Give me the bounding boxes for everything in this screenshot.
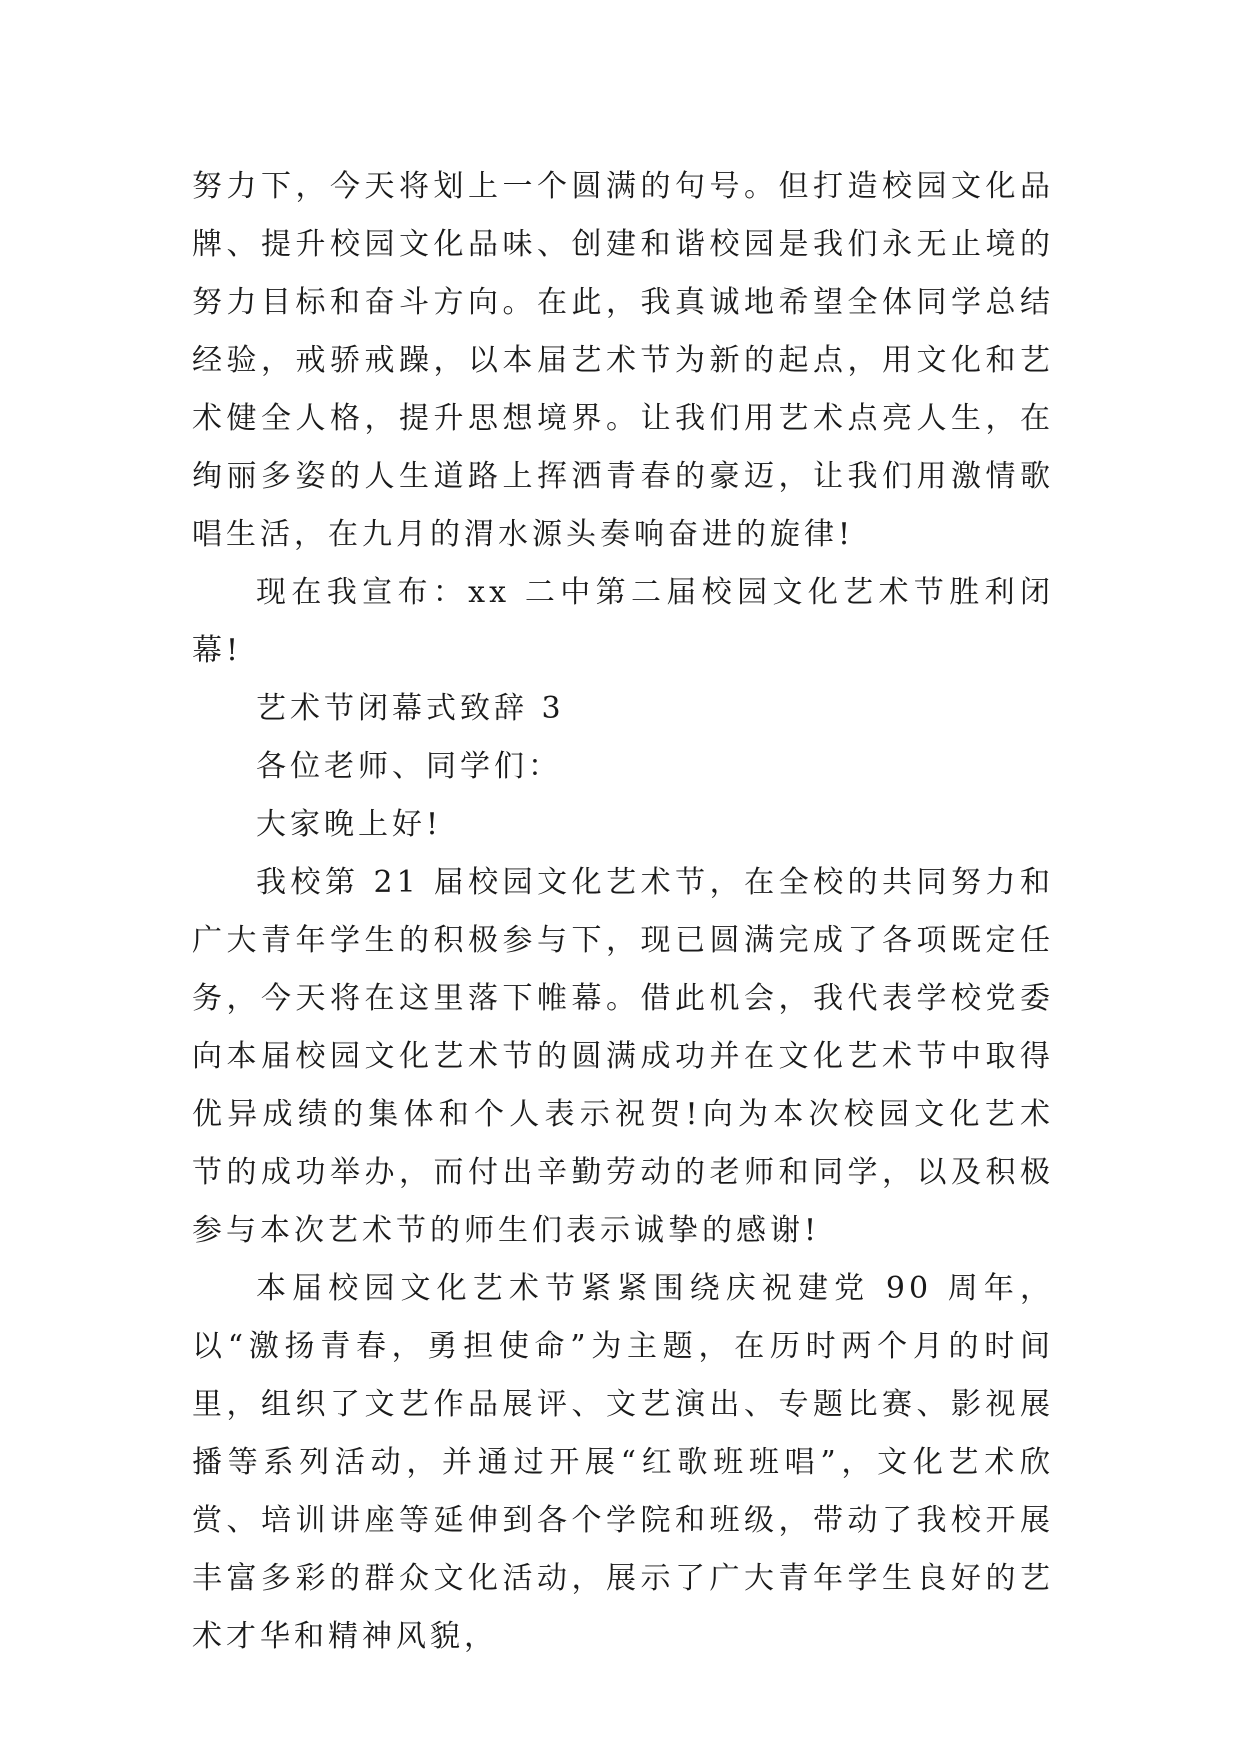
paragraph-body-2: 本届校园文化艺术节紧紧围绕庆祝建党 90 周年，以“激扬青春，勇担使命”为主题，在历时两个月的时间里，组织了文艺作品展评、文艺演出、专题比赛、影视展播等系列活动，并通过开展“红歌班班唱”，文化艺术欣赏、培训讲座等延伸到各个学院和班级，带动了我校开展丰富多彩的群众文化活动，展示了广大青年学生良好的艺术才华和精神风貌， <box>192 1271 1054 1654</box>
paragraph-announcement: 现在我宣布：xx 二中第二届校园文化艺术节胜利闭幕! <box>192 575 1054 668</box>
salutation: 各位老师、同学们： <box>256 749 562 784</box>
document-body <box>192 158 1054 1666</box>
section-heading: 艺术节闭幕式致辞 3 <box>256 691 565 726</box>
paragraph-body-1: 我校第 21 届校园文化艺术节，在全校的共同努力和广大青年学生的积极参与下，现已圆满完成了各项既定任务，今天将在这里落下帷幕。借此机会，我代表学校党委向本届校园文化艺术节的圆满成功并在文化艺术节中取得优异成绩的集体和个人表示祝贺!向为本次校园文化艺术节的成功举办，而付出辛勤劳动的老师和同学，以及积极参与本次艺术节的师生们表示诚挚的感谢! <box>192 865 1054 1248</box>
paragraph-continuation: 努力下，今天将划上一个圆满的句号。但打造校园文化品牌、提升校园文化品味、创建和谐校园是我们永无止境的努力目标和奋斗方向。在此，我真诚地希望全体同学总结经验，戒骄戒躁，以本届艺术节为新的起点，用文化和艺术健全人格，提升思想境界。让我们用艺术点亮人生，在绚丽多姿的人生道路上挥洒青春的豪迈，让我们用激情歌唱生活，在九月的渭水源头奏响奋进的旋律! <box>192 169 1054 552</box>
greeting: 大家晚上好! <box>256 807 443 842</box>
